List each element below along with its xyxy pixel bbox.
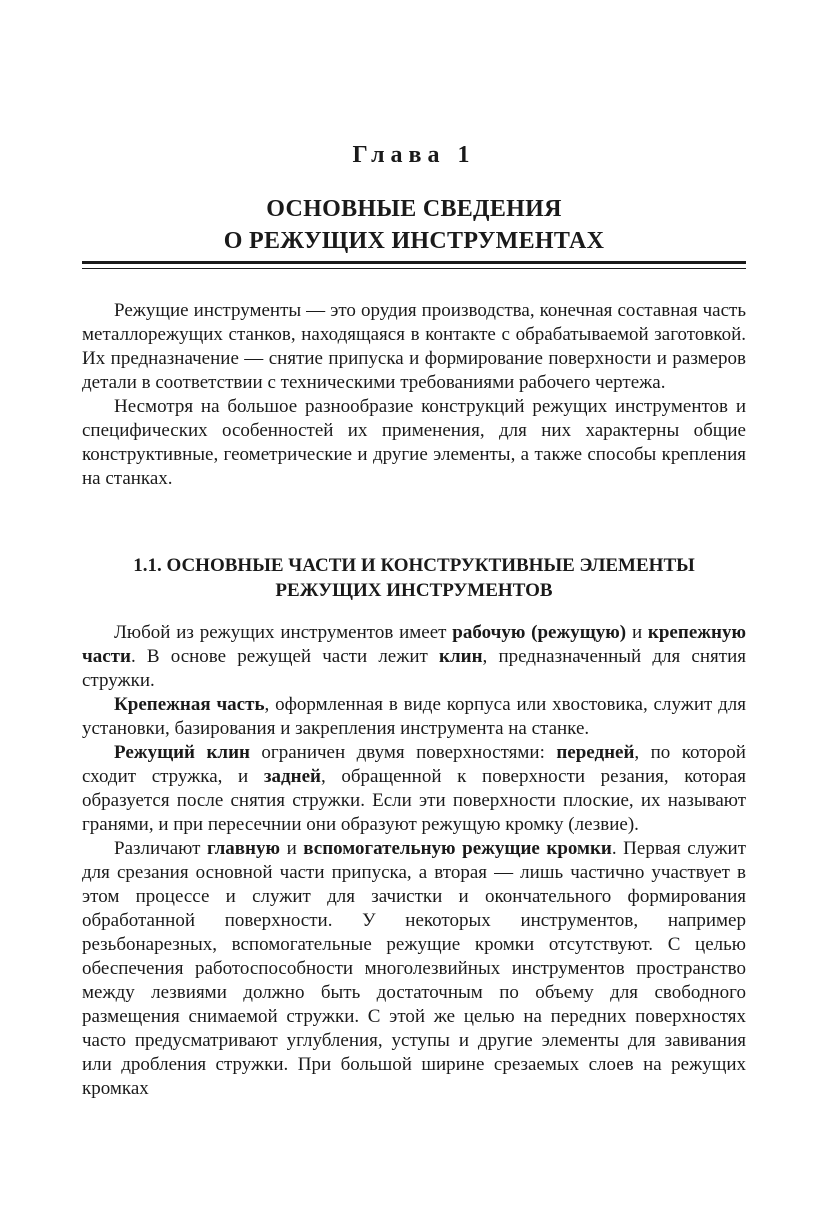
section-heading <box>82 553 746 603</box>
text-run: , по которой сходит стружка, и <box>82 742 746 787</box>
text-run: ограничен двумя поверхностями: <box>249 742 557 763</box>
section-body <box>82 621 746 1101</box>
term-back-surface: задней <box>263 766 321 787</box>
text-run: и <box>626 622 648 643</box>
intro-paragraph-2: Несмотря на большое разнообразие конструкций режущих инструментов и специфических особенностей их применения, для них характерны общие конструктивные, геометрические и другие элементы, а также способы крепления на станках. <box>82 396 746 489</box>
text-run: , оформленная в виде корпуса или хвостовика, служит для установки, базирования и закрепления инструмента на станке. <box>82 694 746 739</box>
term-fastening-part: крепежную части <box>82 622 746 667</box>
term-auxiliary-edges: вспомогательную режущие кромки <box>303 838 612 859</box>
text-run: , обращенной к поверхности резания, которая образуется после снятия стружки. Если эти поверхности плоские, их называют гранями, и при пересечнии они образуют режущую кромку (лезвие). <box>82 766 746 835</box>
title-rule-thin <box>82 268 746 269</box>
term-cutting-wedge: Режущий клин <box>114 742 250 763</box>
section-paragraph-2 <box>82 693 746 741</box>
text-run: и <box>280 838 304 859</box>
section-paragraph-3 <box>82 741 746 837</box>
intro-text <box>82 299 746 491</box>
text-run: Различают <box>114 838 207 859</box>
term-main-edge: главную <box>206 838 281 859</box>
section-paragraph-1 <box>82 621 746 693</box>
chapter-title-line-1: ОСНОВНЫЕ СВЕДЕНИЯ <box>266 196 562 222</box>
section-heading-line-1: 1.1. ОСНОВНЫЕ ЧАСТИ И КОНСТРУКТИВНЫЕ ЭЛЕМЕНТЫ <box>133 555 695 576</box>
section-paragraph-4 <box>82 837 746 1101</box>
term-front-surface: передней <box>556 742 635 763</box>
section-heading-line-2: РЕЖУЩИХ ИНСТРУМЕНТОВ <box>275 580 553 601</box>
term-working-part: рабочую (режущую) <box>452 622 627 643</box>
chapter-label: Глава 1 <box>352 142 476 168</box>
text-run: , предназначенный для снятия стружки. <box>82 646 746 691</box>
chapter-title <box>82 193 746 257</box>
text-run: Любой из режущих инструментов имеет <box>114 622 453 643</box>
term-wedge: клин <box>439 646 483 667</box>
title-rule-thick <box>82 261 746 264</box>
text-run: . В основе режущей части лежит <box>130 646 440 667</box>
chapter-title-line-2: О РЕЖУЩИХ ИНСТРУМЕНТАХ <box>223 228 605 254</box>
intro-paragraph-1: Режущие инструменты — это орудия производства, конечная составная часть металлорежущих станков, находящаяся в контакте с обрабатываемой заготовкой. Их предназначение — снятие припуска и формирование поверхности и размеров детали в соответствии с техническими требованиями рабочего чертежа. <box>82 300 746 393</box>
term-fastening-part-def: Крепежная часть <box>114 694 265 715</box>
text-run: . Первая служит для срезания основной части припуска, а вторая — лишь частично участвует в этом процессе и служит для зачистки и окончательного формирования обработанной поверхности. У некоторых инструментов, например резьбонарезных, вспомогательные режущие кромки отсутствуют. С целью обеспечения работоспособности многолезвийных инструментов пространство между лезвиями должно быть достаточным по объему для свободного размещения снимаемой стружки. С этой же целью на передних поверхностях часто предусматривают углубления, уступы и другие элементы для завивания или дробления стружки. При большой ширине срезаемых слоев на режущих кромках <box>82 838 747 1099</box>
